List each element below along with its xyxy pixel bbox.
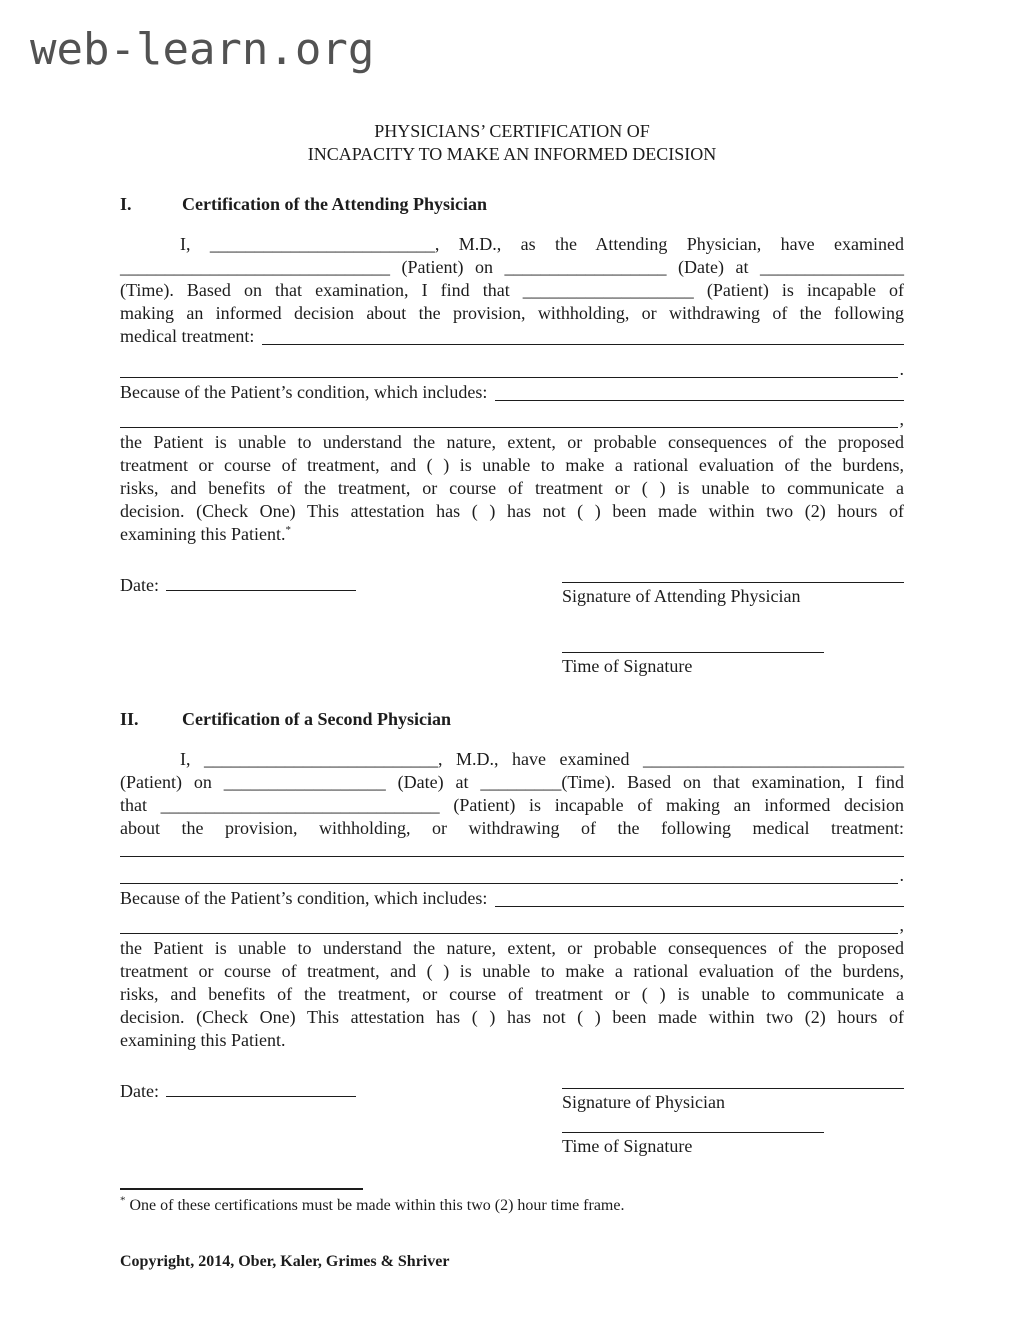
- site-logo: web-learn.org: [30, 24, 375, 75]
- section-second-physician: [120, 708, 904, 1158]
- footnote-separator: [120, 1188, 363, 1190]
- form-line: making an informed decision about the provision, withholding, or withdrawing of the following: [120, 303, 904, 323]
- document-title-line-2: INCAPACITY TO MAKE AN INFORMED DECISION: [307, 144, 717, 164]
- copyright: Copyright, 2014, Ober, Kaler, Grimes & Shriver: [120, 1253, 450, 1270]
- form-line: ______________________________ (Patient) on __________________ (Date) at ________________: [120, 257, 904, 277]
- form-line: [120, 523, 904, 546]
- blank-rule: [120, 856, 904, 857]
- blank-rule: [120, 358, 898, 378]
- treatment-field-row: [120, 325, 904, 348]
- blank-rule: [262, 325, 904, 345]
- date-label: Date:: [120, 575, 159, 595]
- document-title: [120, 120, 904, 166]
- blank-rule: [495, 887, 904, 907]
- date-blank: [166, 1095, 356, 1097]
- form-line: (Patient) on __________________ (Date) at _________(Time). Based on that examination, I find: [120, 772, 904, 792]
- condition-label: Because of the Patient’s condition, which includes:: [120, 382, 488, 402]
- line-punctuation: ,: [899, 409, 904, 429]
- date-blank: [166, 589, 356, 591]
- condition-field-row: [120, 381, 904, 404]
- time-blank: [562, 1130, 824, 1133]
- blank-line-row: [120, 408, 904, 431]
- line-punctuation: .: [899, 359, 904, 379]
- signature-block-2: [120, 1080, 904, 1158]
- form-line: I, __________________________, M.D., have examined _____________________________: [180, 749, 904, 769]
- date-field: [120, 574, 562, 678]
- blank-line-row: [120, 358, 904, 381]
- blank-rule: [495, 381, 904, 401]
- site-header: [0, 0, 1025, 73]
- section-1-heading-row: [120, 193, 904, 216]
- form-line: decision. (Check One) This attestation has ( ) has not ( ) been made within two (2) hours of: [120, 1007, 904, 1027]
- form-line: that _______________________________ (Patient) is incapable of making an informed decision: [120, 795, 904, 815]
- blank-line-row: [120, 856, 904, 860]
- signature-blank: [562, 1086, 904, 1089]
- form-line: the Patient is unable to understand the nature, extent, or probable consequences of the proposed: [120, 938, 904, 958]
- form-line: examining this Patient.: [120, 1030, 286, 1050]
- blank-line-row: [120, 914, 904, 937]
- form-line: the Patient is unable to understand the nature, extent, or probable consequences of the proposed: [120, 432, 904, 452]
- section-2-number: II.: [120, 709, 139, 729]
- time-caption: Time of Signature: [562, 656, 693, 676]
- form-line: (Time). Based on that examination, I find that ___________________ (Patient) is incapable of: [120, 280, 904, 300]
- form-line: about the provision, withholding, or withdrawing of the following medical treatment:: [120, 818, 904, 838]
- section-2-heading-row: [120, 708, 904, 731]
- blank-line-row: [120, 864, 904, 887]
- form-line: treatment or course of treatment, and ( ) is unable to make a rational evaluation of the burdens,: [120, 961, 904, 981]
- signature-caption: Signature of Physician: [562, 1092, 725, 1112]
- section-2-heading: Certification of a Second Physician: [182, 709, 451, 729]
- form-line: treatment or course of treatment, and ( ) is unable to make a rational evaluation of the burdens,: [120, 455, 904, 475]
- signature-block-1: [120, 574, 904, 678]
- form-line: risks, and benefits of the treatment, or course of treatment or ( ) is unable to communicate a: [120, 478, 904, 498]
- form-line: I, _________________________, M.D., as the Attending Physician, have examined: [180, 234, 904, 254]
- document-page: [0, 120, 1025, 1273]
- time-blank: [562, 650, 824, 653]
- blank-rule: [120, 914, 898, 934]
- form-line: decision. (Check One) This attestation has ( ) has not ( ) been made within two (2) hours of: [120, 501, 904, 521]
- blank-rule: [120, 864, 898, 884]
- section-attending-physician: [120, 193, 904, 678]
- form-line-text: examining this Patient.: [120, 524, 286, 544]
- form-line: risks, and benefits of the treatment, or course of treatment or ( ) is unable to communicate a: [120, 984, 904, 1004]
- line-punctuation: .: [899, 865, 904, 885]
- signature-column: [562, 1080, 904, 1158]
- signature-blank: [562, 580, 904, 583]
- footnote-text: One of these certifications must be made within this two (2) hour time frame.: [129, 1197, 625, 1214]
- footnote-marker: *: [120, 1194, 126, 1207]
- date-label: Date:: [120, 1081, 159, 1101]
- condition-field-row: [120, 887, 904, 910]
- treatment-label: medical treatment:: [120, 326, 255, 346]
- blank-rule: [120, 408, 898, 428]
- signature-column: [562, 574, 904, 678]
- document-title-line-1: PHYSICIANS’ CERTIFICATION OF: [374, 121, 650, 141]
- section-1-number: I.: [120, 194, 132, 214]
- signature-caption: Signature of Attending Physician: [562, 586, 801, 606]
- footnote-marker: *: [285, 524, 291, 536]
- line-punctuation: ,: [899, 915, 904, 935]
- condition-label: Because of the Patient’s condition, which includes:: [120, 888, 488, 908]
- date-field: [120, 1080, 562, 1158]
- time-caption: Time of Signature: [562, 1136, 693, 1156]
- section-1-heading: Certification of the Attending Physician: [182, 194, 487, 214]
- footnote: [120, 1195, 904, 1217]
